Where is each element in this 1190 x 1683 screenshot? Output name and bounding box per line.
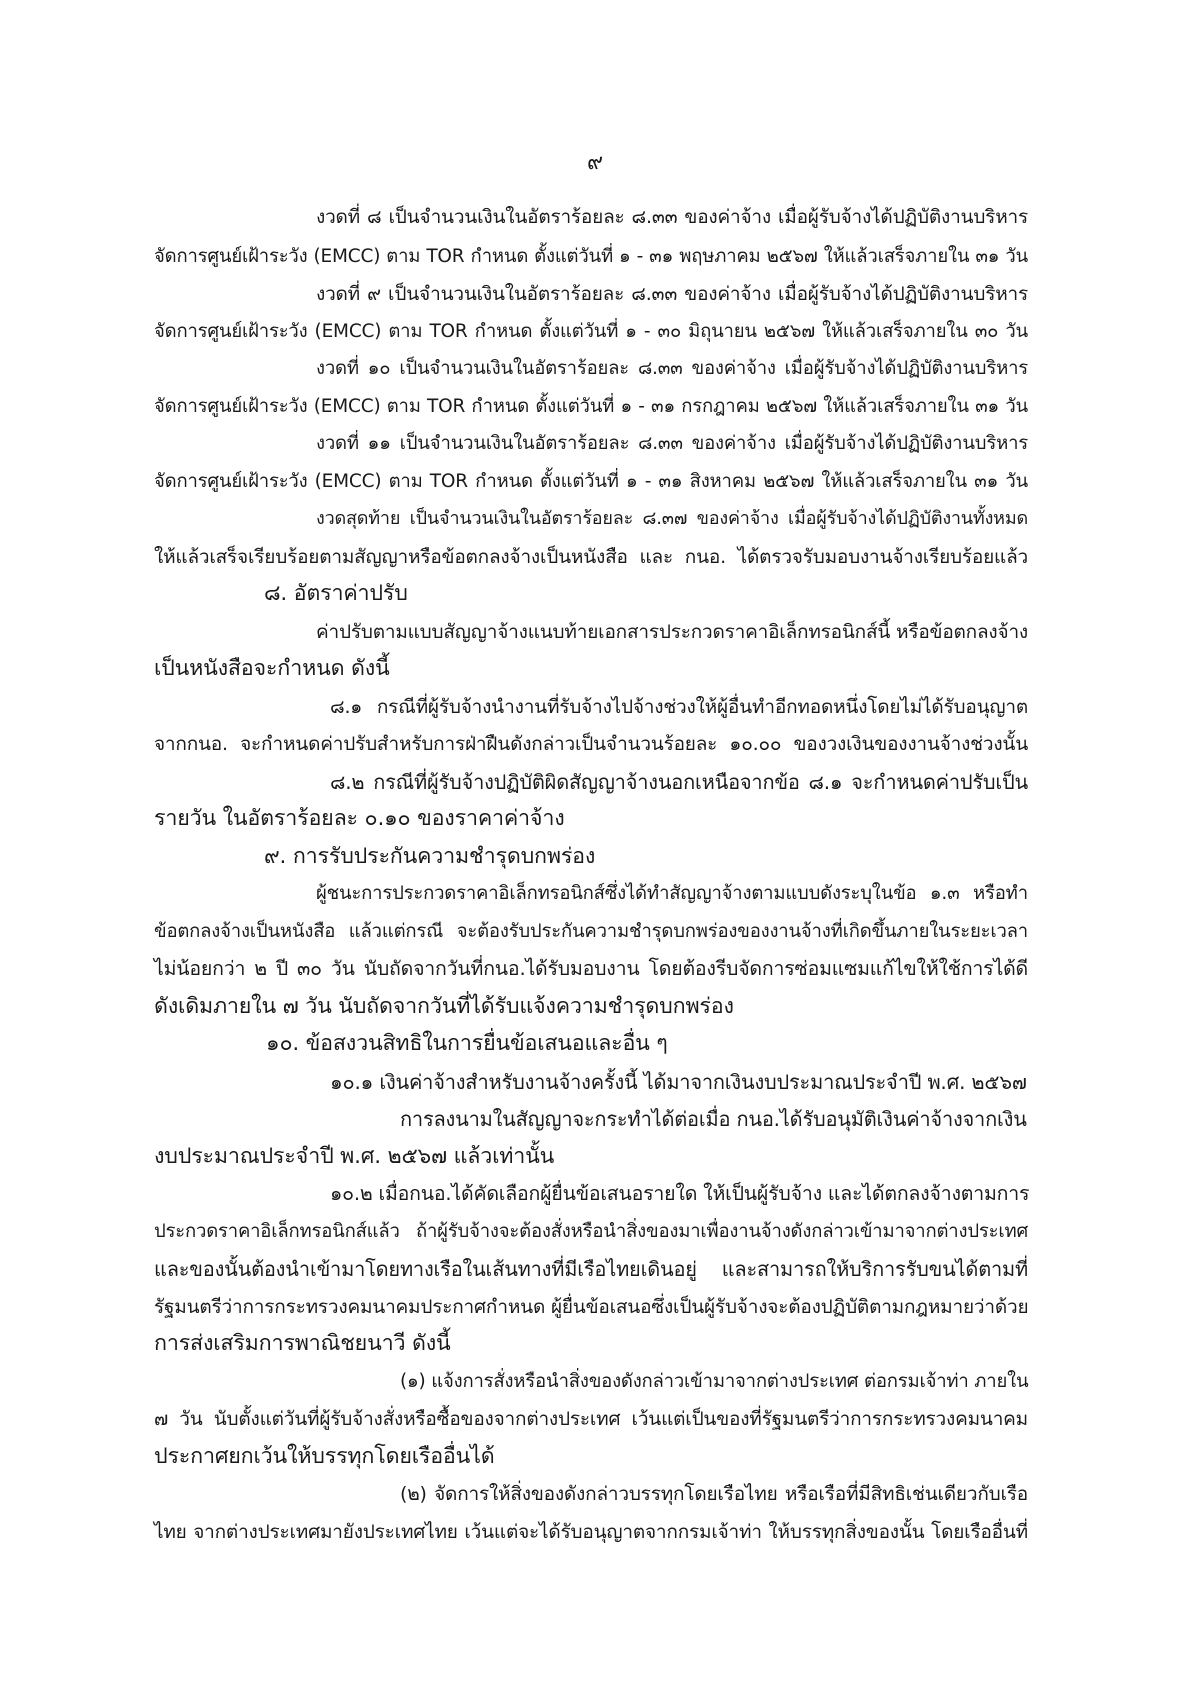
text-line: งวดที่ ๙ เป็นจำนวนเงินในอัตราร้อยละ ๘.๓๓ ของค่าจ้าง เมื่อผู้รับจ้างได้ปฏิบัติงานบริหาร [316, 283, 1028, 305]
text-line: ไทย จากต่างประเทศมายังประเทศไทย เว้นแต่จะได้รับอนุญาตจากกรมเจ้าท่า ให้บรรทุกสิ่งของนั้น โดยเรืออื่นที่ [154, 1521, 1028, 1543]
text-line: ๑๐.๒ เมื่อกนอ.ได้คัดเลือกผู้ยื่นข้อเสนอรายใด ให้เป็นผู้รับจ้าง และได้ตกลงจ้างตามการ [330, 1182, 1030, 1205]
text-line: งวดที่ ๘ เป็นจำนวนเงินในอัตราร้อยละ ๘.๓๓ ของค่าจ้าง เมื่อผู้รับจ้างได้ปฏิบัติงานบริหาร [316, 206, 1028, 228]
text-line: ดังเดิมภายใน ๗ วัน นับถัดจากวันที่ได้รับแจ้งความชำรุดบกพร่อง [154, 994, 734, 1019]
text-line: การลงนามในสัญญาจะกระทำได้ต่อเมื่อ กนอ.ได้รับอนุมัติเงินค่าจ้างจากเงิน [400, 1107, 1027, 1131]
text-line: (๑) แจ้งการสั่งหรือนำสิ่งของดังกล่าวเข้ามาจากต่างประเทศ ต่อกรมเจ้าท่า ภายใน [400, 1371, 1029, 1392]
text-line: ๘.๑ กรณีที่ผู้รับจ้างนำงานที่รับจ้างไปจ้างช่วงให้ผู้อื่นทำอีกทอดหนึ่งโดยไม่ได้รับอนุญาต [330, 696, 1028, 718]
text-line: ประกาศยกเว้นให้บรรทุกโดยเรืออื่นได้ [154, 1444, 495, 1469]
text-line: ไม่น้อยกว่า ๒ ปี ๓๐ วัน นับถัดจากวันที่กนอ.ได้รับมอบงาน โดยต้องรีบจัดการซ่อมแซมแก้ไขให้ใช้การได้ดี [154, 957, 1028, 980]
text-line: จัดการศูนย์เฝ้าระวัง (EMCC) ตาม TOR กำหนด ตั้งแต่วันที่ ๑ - ๓๐ มิถุนายน ๒๕๖๗ ให้แล้วเสร็จภายใน ๓๐ วัน [154, 321, 1028, 342]
text-line: รายวัน ในอัตราร้อยละ ๐.๑๐ ของราคาค่าจ้าง [154, 806, 565, 831]
text-line: จัดการศูนย์เฝ้าระวัง (EMCC) ตาม TOR กำหนด ตั้งแต่วันที่ ๑ - ๓๑ พฤษภาคม ๒๕๖๗ ให้แล้วเสร็จภายใน ๓๑ วัน [154, 246, 1028, 267]
page-number: ๙ [586, 150, 604, 175]
text-line: ค่าปรับตามแบบสัญญาจ้างแนบท้ายเอกสารประกวดราคาอิเล็กทรอนิกส์นี้ หรือข้อตกลงจ้าง [316, 621, 1028, 643]
text-line: ให้แล้วเสร็จเรียบร้อยตามสัญญาหรือข้อตกลงจ้างเป็นหนังสือ และ กนอ. ได้ตรวจรับมอบงานจ้างเรียบร้อยแล้ว [154, 546, 1028, 568]
text-line: งวดที่ ๑๑ เป็นจำนวนเงินในอัตราร้อยละ ๘.๓๓ ของค่าจ้าง เมื่อผู้รับจ้างได้ปฏิบัติงานบริหาร [316, 433, 1028, 454]
text-line: จัดการศูนย์เฝ้าระวัง (EMCC) ตาม TOR กำหนด ตั้งแต่วันที่ ๑ - ๓๑ สิงหาคม ๒๕๖๗ ให้แล้วเสร็จภายใน ๓๑ วัน [154, 471, 1028, 492]
text-line: ๗ วัน นับตั้งแต่วันที่ผู้รับจ้างสั่งหรือซื้อของจากต่างประเทศ เว้นแต่เป็นของที่รัฐมนตรีว่าการกระทรวงคมนาคม [154, 1408, 1028, 1430]
text-line: งบประมาณประจำปี พ.ศ. ๒๕๖๗ แล้วเท่านั้น [154, 1144, 555, 1169]
text-line: ผู้ชนะการประกวดราคาอิเล็กทรอนิกส์ซึ่งได้ทำสัญญาจ้างตามแบบดังระบุในข้อ ๑.๓ หรือทำ [316, 883, 1028, 904]
text-line: งวดสุดท้าย เป็นจำนวนเงินในอัตราร้อยละ ๘.๓๗ ของค่าจ้าง เมื่อผู้รับจ้างได้ปฏิบัติงานทั้งหมด [316, 508, 1028, 529]
text-line: (๒) จัดการให้สิ่งของดังกล่าวบรรทุกโดยเรือไทย หรือเรือที่มีสิทธิเช่นเดียวกับเรือ [400, 1483, 1028, 1505]
section-heading: ๑๐. ข้อสงวนสิทธิในการยื่นข้อเสนอและอื่น ๆ [266, 1031, 668, 1056]
text-line: ข้อตกลงจ้างเป็นหนังสือ แล้วแต่กรณี จะต้องรับประกันความชำรุดบกพร่องของงานจ้างที่เกิดขึ้นภายในระยะเวลา [154, 921, 1028, 942]
text-line: เป็นหนังสือจะกำหนด ดังนี้ [154, 656, 390, 681]
text-line: การส่งเสริมการพาณิชยนาวี ดังนี้ [154, 1331, 451, 1356]
text-line: ประกวดราคาอิเล็กทรอนิกส์แล้ว ถ้าผู้รับจ้างจะต้องสั่งหรือนำสิ่งของมาเพื่องานจ้างดังกล่าวเข้ามาจากต่างประเทศ [154, 1221, 1028, 1242]
text-line: จัดการศูนย์เฝ้าระวัง (EMCC) ตาม TOR กำหนด ตั้งแต่วันที่ ๑ - ๓๑ กรกฎาคม ๒๕๖๗ ให้แล้วเสร็จภายใน ๓๑ วัน [154, 396, 1028, 417]
text-line: ๑๐.๑ เงินค่าจ้างสำหรับงานจ้างครั้งนี้ ได้มาจากเงินงบประมาณประจำปี พ.ศ. ๒๕๖๗ [330, 1070, 1027, 1094]
text-line: งวดที่ ๑๐ เป็นจำนวนเงินในอัตราร้อยละ ๘.๓๓ ของค่าจ้าง เมื่อผู้รับจ้างได้ปฏิบัติงานบริหาร [316, 358, 1028, 379]
text-line: รัฐมนตรีว่าการกระทรวงคมนาคมประกาศกำหนด ผู้ยื่นข้อเสนอซึ่งเป็นผู้รับจ้างจะต้องปฏิบัติตามกฎหมายว่าด้วย [154, 1296, 1029, 1318]
text-line: จากกนอ. จะกำหนดค่าปรับสำหรับการฝ่าฝืนดังกล่าวเป็นจำนวนร้อยละ ๑๐.๐๐ ของวงเงินของงานจ้างช่วงนั้น [154, 733, 1028, 755]
section-heading: ๙. การรับประกันความชำรุดบกพร่อง [264, 844, 596, 869]
section-heading: ๘. อัตราค่าปรับ [264, 581, 408, 606]
text-line: และของนั้นต้องนำเข้ามาโดยทางเรือในเส้นทางที่มีเรือไทยเดินอยู่ และสามารถให้บริการรับขนได้ตามที่ [154, 1257, 1028, 1281]
text-line: ๘.๒ กรณีที่ผู้รับจ้างปฏิบัติผิดสัญญาจ้างนอกเหนือจากข้อ ๘.๑ จะกำหนดค่าปรับเป็น [330, 770, 1028, 794]
